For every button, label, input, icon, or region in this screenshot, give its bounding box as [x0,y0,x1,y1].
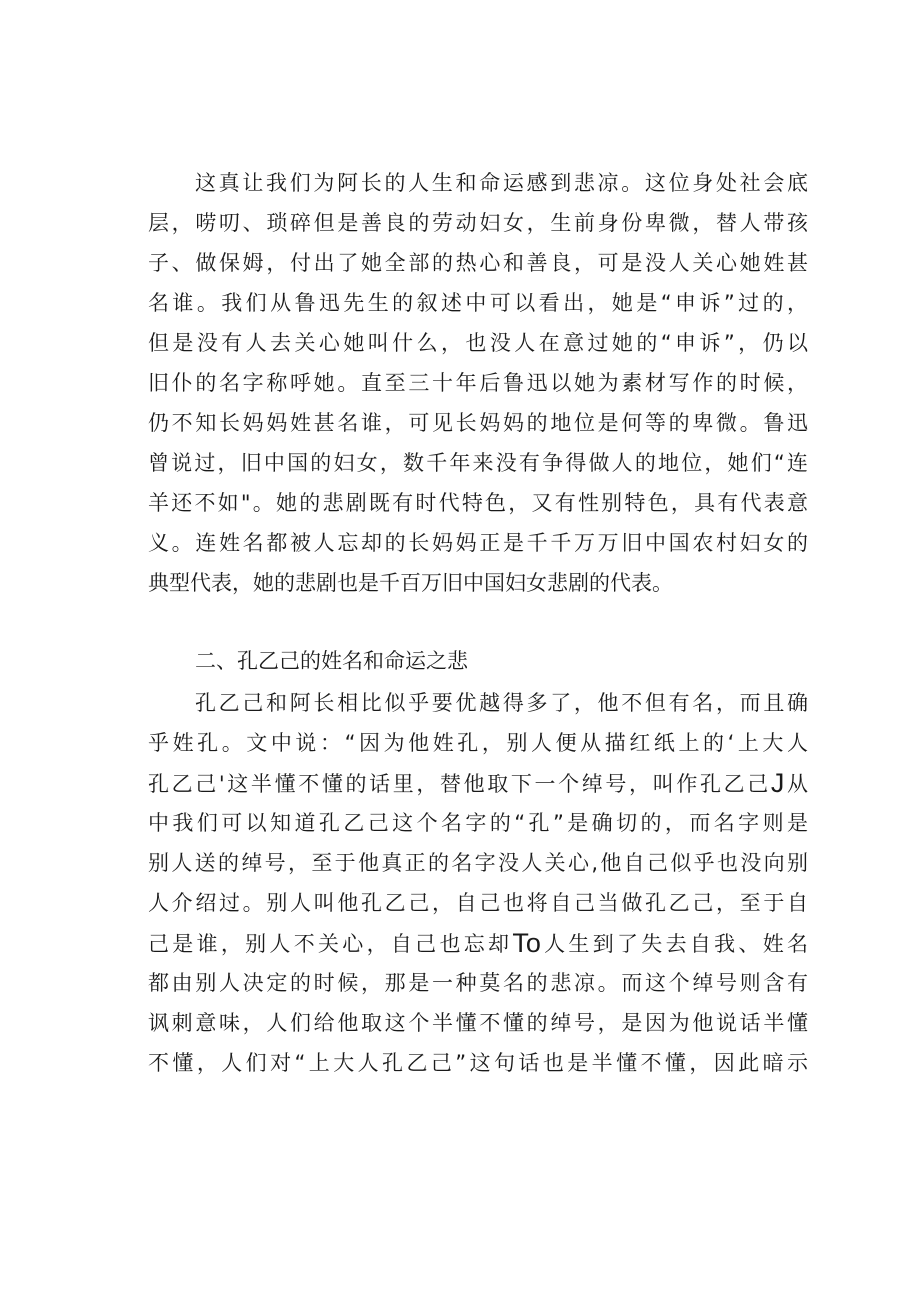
paragraph-1-line: 典型代表，她的悲剧也是千百万旧中国妇女悲剧的代表。 [148,571,673,595]
paragraph-1-line: 义。连姓名都被人忘却的长妈妈正是千千万万旧中国农村妇女的 [148,531,808,555]
paragraph-1-line: 羊还不如"。她的悲剧既有时代特色，又有性别特色，具有代表意 [148,491,808,515]
ocr-glyph: J [770,768,785,798]
paragraph-2-line: 都由别人决定的时候，那是一种莫名的悲凉。而这个绰号则含有 [148,971,808,995]
line-text-pre: 己是谁，别人不关心，自己也忘却 [148,932,513,956]
paragraph-1-line: 曾说过，旧中国的妇女，数千年来没有争得做人的地位，她们“连 [148,451,808,475]
paragraph-2-line: 乎姓孔。文中说：“因为他姓孔，别人便从描红纸上的‘上大人 [148,731,808,755]
paragraph-1-line: 层，唠叨、琐碎但是善良的劳动妇女，生前身份卑微，替人带孩 [148,211,808,235]
paragraph-1-line: 子、做保姆，付出了她全部的热心和善良，可是没人关心她姓甚 [148,251,808,275]
paragraph-2-line [148,763,808,803]
paragraph-1-line: 旧仆的名字称呼她。直至三十年后鲁迅以她为素材写作的时候， [148,371,808,395]
ocr-glyph: To [512,928,541,958]
paragraph-2-line [148,923,808,963]
paragraph-2-line: 孔乙己和阿长相比似乎要优越得多了，他不但有名，而且确 [195,691,808,715]
paragraph-2-line: 别人送的绰号，至于他真正的名字没人关心,他自己似乎也没向别 [148,851,808,875]
paragraph-2-line: 讽刺意味，人们给他取这个半懂不懂的绰号，是因为他说话半懂 [148,1011,808,1035]
line-text-post: 人生到了失去自我、姓名 [540,932,809,956]
paragraph-1-line: 这真让我们为阿长的人生和命运感到悲凉。这位身处社会底 [195,171,808,195]
paragraph-1-line: 名谁。我们从鲁迅先生的叙述中可以看出，她是“申诉”过的， [148,291,808,315]
paragraph-2-line: 人介绍过。别人叫他孔乙己，自己也将自己当做孔乙己，至于自 [148,891,808,915]
paragraph-2-line: 中我们可以知道孔乙己这个名字的“孔”是确切的，而名字则是 [148,811,808,835]
paragraph-2-line: 不懂，人们对“上大人孔乙己”这句话也是半懂不懂，因此暗示 [148,1051,808,1075]
section-heading: 二、孔乙己的姓名和命运之悲 [195,649,468,673]
paragraph-1-line: 仍不知长妈妈姓甚名谁，可见长妈妈的地位是何等的卑微。鲁迅 [148,411,808,435]
line-text-post: 从 [784,772,808,796]
paragraph-1-line: 但是没有人去关心她叫什么，也没人在意过她的“申诉”，仍以 [148,331,808,355]
line-text-pre: 孔乙己'这半懂不懂的话里，替他取下一个绰号，叫作孔乙己 [148,772,771,796]
